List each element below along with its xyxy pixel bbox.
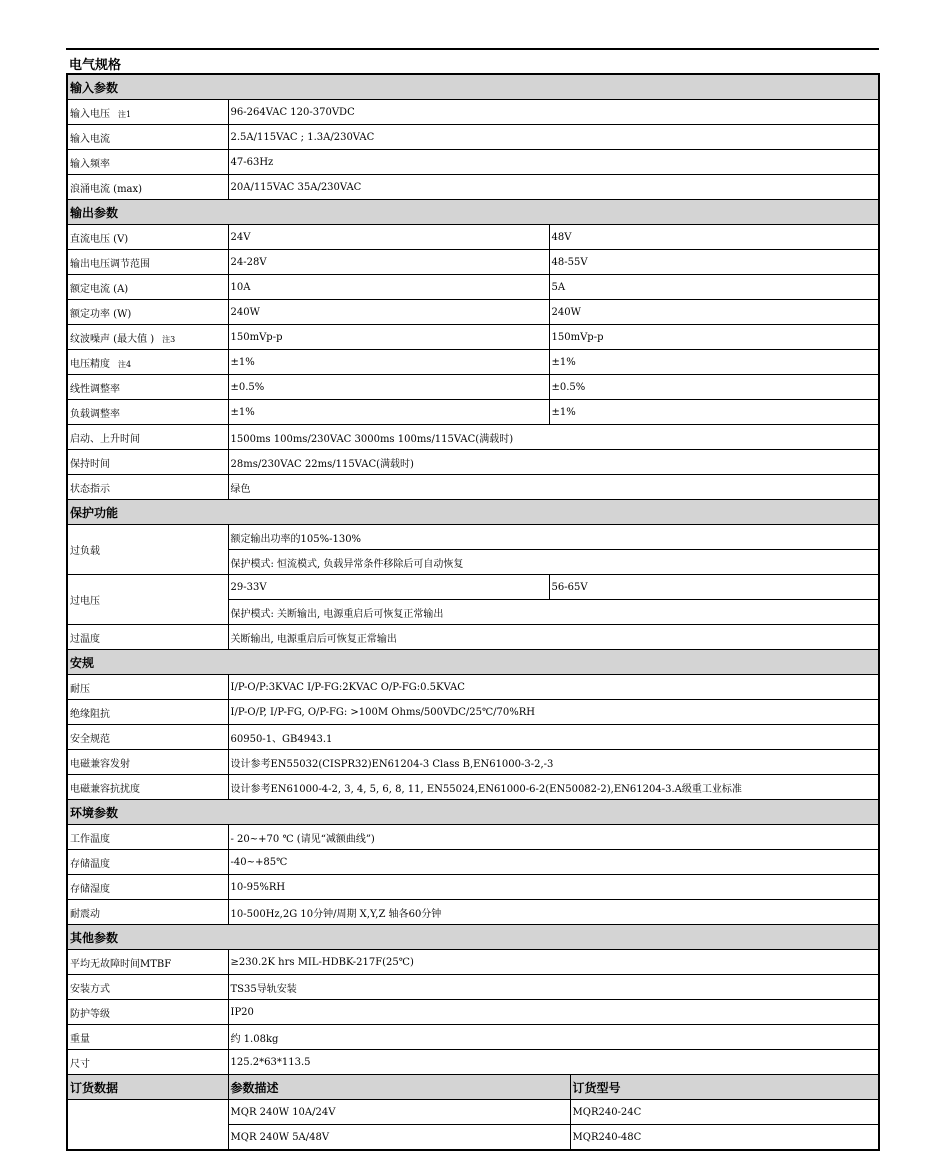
row-value-24v: 29-33V — [228, 575, 549, 600]
row-value: 96-264VAC 120-370VDC — [228, 100, 879, 125]
row-label: 额定功率 (W) — [67, 300, 228, 325]
row-label: 保持时间 — [67, 450, 228, 475]
note-mark: 注4 — [118, 359, 132, 369]
row-label: 过负载 — [67, 525, 228, 575]
row-label: 输入频率 — [67, 150, 228, 175]
row-value-24v: ±1% — [228, 350, 549, 375]
section-order-header — [67, 1075, 879, 1100]
row-value: 设计参考EN55032(CISPR32)EN61204-3 Class B,EN61000-3-2,-3 — [228, 750, 879, 775]
table-row — [67, 900, 879, 925]
order-header-data: 订货数据 — [67, 1075, 228, 1100]
row-value: 10-500Hz,2G 10分钟/周期 X,Y,Z 轴各60分钟 — [228, 900, 879, 925]
table-row — [67, 275, 879, 300]
row-value: 绿色 — [228, 475, 879, 500]
table-row — [67, 1025, 879, 1050]
table-row — [67, 375, 879, 400]
row-value: 47-63Hz — [228, 150, 879, 175]
table-row — [67, 150, 879, 175]
table-row — [67, 350, 879, 375]
row-value: 10-95%RH — [228, 875, 879, 900]
row-value: 设计参考EN61000-4-2, 3, 4, 5, 6, 8, 11, EN55024,EN61000-6-2(EN50082-2),EN61204-3.A级重工业标准 — [228, 775, 879, 800]
row-label: 平均无故障时间MTBF — [67, 950, 228, 975]
row-value: ≥230.2K hrs MIL-HDBK-217F(25℃) — [228, 950, 879, 975]
row-value-48v: ±1% — [549, 400, 879, 425]
row-value: 20A/115VAC 35A/230VAC — [228, 175, 879, 200]
order-header-desc: 参数描述 — [228, 1075, 570, 1100]
page-title: 电气规格 — [69, 58, 122, 73]
row-label: 安全规范 — [67, 725, 228, 750]
table-row — [67, 325, 879, 350]
note-mark: 注3 — [162, 334, 176, 344]
table-row — [67, 125, 879, 150]
row-label: 耐震动 — [67, 900, 228, 925]
row-value: TS35导轨安装 — [228, 975, 879, 1000]
row-label: 尺寸 — [67, 1050, 228, 1075]
row-value: 保护模式: 关断输出, 电源重启后可恢复正常输出 — [228, 600, 879, 625]
row-label: 绝缘阻抗 — [67, 700, 228, 725]
row-label: 电压精度 注4 — [67, 350, 228, 375]
row-value: 关断输出, 电源重启后可恢复正常输出 — [228, 625, 879, 650]
row-value: 60950-1、GB4943.1 — [228, 725, 879, 750]
row-value: 2.5A/115VAC ; 1.3A/230VAC — [228, 125, 879, 150]
row-label: 纹波噪声 (最大值 ) 注3 — [67, 325, 228, 350]
row-label: 额定电流 (A) — [67, 275, 228, 300]
row-value-24v: 240W — [228, 300, 549, 325]
row-value-48v: ±1% — [549, 350, 879, 375]
table-row — [67, 425, 879, 450]
row-value: 保护模式: 恒流模式, 负载异常条件移除后可自动恢复 — [228, 550, 879, 575]
table-row — [67, 750, 879, 775]
row-value-48v: 240W — [549, 300, 879, 325]
table-row — [67, 850, 879, 875]
row-value-24v: ±1% — [228, 400, 549, 425]
order-empty-cell — [67, 1100, 228, 1151]
table-row — [67, 1050, 879, 1075]
row-value-48v: 48V — [549, 225, 879, 250]
section-environment-header: 环境参数 — [67, 800, 879, 825]
row-value: 125.2*63*113.5 — [228, 1050, 879, 1075]
row-label: 安装方式 — [67, 975, 228, 1000]
row-value-48v: 5A — [549, 275, 879, 300]
row-value-24v: 150mVp-p — [228, 325, 549, 350]
table-row — [67, 975, 879, 1000]
row-label: 工作温度 — [67, 825, 228, 850]
row-value-48v: 56-65V — [549, 575, 879, 600]
table-row — [67, 875, 879, 900]
table-row — [67, 250, 879, 275]
section-input-header: 输入参数 — [67, 74, 879, 100]
table-row — [67, 575, 879, 600]
row-value-24v: 24V — [228, 225, 549, 250]
table-row — [67, 775, 879, 800]
table-row — [67, 300, 879, 325]
row-label: 耐压 — [67, 675, 228, 700]
row-label: 状态指示 — [67, 475, 228, 500]
order-model: MQR240-48C — [570, 1125, 879, 1151]
table-row — [67, 175, 879, 200]
row-label: 存储湿度 — [67, 875, 228, 900]
table-row — [67, 1100, 879, 1125]
order-desc: MQR 240W 10A/24V — [228, 1100, 570, 1125]
table-row — [67, 100, 879, 125]
row-value: I/P-O/P:3KVAC I/P-FG:2KVAC O/P-FG:0.5KVAC — [228, 675, 879, 700]
table-row — [67, 675, 879, 700]
order-header-model: 订货型号 — [570, 1075, 879, 1100]
table-row — [67, 625, 879, 650]
row-label: 输出电压调节范围 — [67, 250, 228, 275]
section-protection-header: 保护功能 — [67, 500, 879, 525]
table-row — [67, 700, 879, 725]
top-rule — [66, 48, 879, 50]
row-value: I/P-O/P, I/P-FG, O/P-FG: >100M Ohms/500VDC/25℃/70%RH — [228, 700, 879, 725]
row-value-48v: 150mVp-p — [549, 325, 879, 350]
note-mark: 注1 — [118, 109, 132, 119]
row-value: - 20~+70 ℃ (请见“减额曲线”) — [228, 825, 879, 850]
row-label: 防护等级 — [67, 1000, 228, 1025]
row-value-24v: ±0.5% — [228, 375, 549, 400]
order-desc: MQR 240W 5A/48V — [228, 1125, 570, 1151]
table-row — [67, 525, 879, 550]
row-value: 1500ms 100ms/230VAC 3000ms 100ms/115VAC(满载时) — [228, 425, 879, 450]
table-row — [67, 225, 879, 250]
row-value: IP20 — [228, 1000, 879, 1025]
row-label: 直流电压 (V) — [67, 225, 228, 250]
row-label: 电磁兼容发射 — [67, 750, 228, 775]
row-label: 输入电压 注1 — [67, 100, 228, 125]
table-row — [67, 725, 879, 750]
row-label: 电磁兼容抗扰度 — [67, 775, 228, 800]
table-row — [67, 1000, 879, 1025]
row-label: 过温度 — [67, 625, 228, 650]
row-label: 浪涌电流 (max) — [67, 175, 228, 200]
row-value: 额定输出功率的105%-130% — [228, 525, 879, 550]
row-label: 线性调整率 — [67, 375, 228, 400]
section-output-header: 输出参数 — [67, 200, 879, 225]
row-label: 启动、上升时间 — [67, 425, 228, 450]
table-row — [67, 475, 879, 500]
row-value-24v: 24-28V — [228, 250, 549, 275]
row-label: 存储温度 — [67, 850, 228, 875]
row-label: 过电压 — [67, 575, 228, 625]
row-value: 28ms/230VAC 22ms/115VAC(满载时) — [228, 450, 879, 475]
section-other-header: 其他参数 — [67, 925, 879, 950]
table-row — [67, 450, 879, 475]
row-value-24v: 10A — [228, 275, 549, 300]
table-row — [67, 825, 879, 850]
row-label: 输入电流 — [67, 125, 228, 150]
row-value-48v: ±0.5% — [549, 375, 879, 400]
row-value: -40~+85℃ — [228, 850, 879, 875]
row-label: 重量 — [67, 1025, 228, 1050]
row-value: 约 1.08kg — [228, 1025, 879, 1050]
section-safety-header: 安规 — [67, 650, 879, 675]
table-row — [67, 950, 879, 975]
spec-table — [66, 73, 880, 1151]
row-label: 负载调整率 — [67, 400, 228, 425]
row-value-48v: 48-55V — [549, 250, 879, 275]
table-row — [67, 400, 879, 425]
order-model: MQR240-24C — [570, 1100, 879, 1125]
